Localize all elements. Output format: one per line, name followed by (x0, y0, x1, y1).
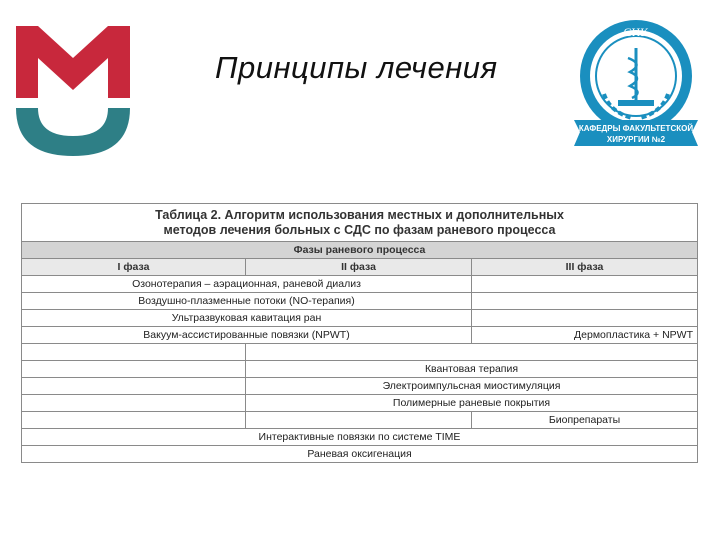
phase-header-row (22, 259, 698, 276)
cell-left: Воздушно-плазменные потоки (NO-терапия) (22, 293, 472, 310)
table-caption-line1: Таблица 2. Алгоритм использования местных и дополнительных (155, 207, 564, 222)
cell-right: Полимерные раневые покрытия (246, 395, 698, 412)
cell-left (22, 361, 246, 378)
table-row (22, 310, 698, 327)
cell-right (472, 276, 698, 293)
seal-top-text: СНК (623, 25, 649, 39)
cell-right (246, 344, 698, 361)
cell-right: Квантовая терапия (246, 361, 698, 378)
university-logo (8, 18, 138, 158)
cell-left (22, 344, 246, 361)
seal-ribbon-line2: ХИРУРГИИ №2 (606, 135, 666, 144)
logo-teal-mark (16, 108, 130, 156)
seal-ribbon-line1: КАФЕДРЫ ФАКУЛЬТЕТСКОЙ (578, 124, 694, 133)
cell-right: Биопрепараты (472, 412, 698, 429)
cell-left: Вакуум-ассистированные повязки (NPWT) (22, 327, 472, 344)
phase-3-header: III фаза (472, 259, 698, 276)
cell-left: Ультразвуковая кавитация ран (22, 310, 472, 327)
phase-1-header: I фаза (22, 259, 246, 276)
cell-mid (246, 412, 472, 429)
table-row (22, 361, 698, 378)
cell-center: Раневая оксигенация (22, 446, 698, 463)
table-caption-line2: методов лечения больных с СДС по фазам раневого процесса (163, 222, 556, 237)
group-header: Фазы раневого процесса (22, 242, 698, 259)
table-row (22, 446, 698, 463)
table-row (22, 429, 698, 446)
cell-left (22, 412, 246, 429)
table-row (22, 327, 698, 344)
cell-right (472, 310, 698, 327)
cell-center: Интерактивные повязки по системе TIME (22, 429, 698, 446)
cell-right: Электроимпульсная миостимуляция (246, 378, 698, 395)
table-caption-row (22, 204, 698, 242)
phase-2-header: II фаза (246, 259, 472, 276)
cell-left: Озонотерапия – аэрационная, раневой диализ (22, 276, 472, 293)
logo-red-mark (16, 26, 130, 98)
student-society-seal (570, 14, 702, 152)
table-row (22, 412, 698, 429)
treatment-algorithm-table (21, 203, 698, 463)
cell-right (472, 293, 698, 310)
group-header-row (22, 242, 698, 259)
cell-right: Дермопластика + NPWT (472, 327, 698, 344)
table-row (22, 344, 698, 361)
table-caption (22, 204, 698, 242)
slide-title: Принципы лечения (215, 50, 498, 85)
table-row (22, 378, 698, 395)
cell-left (22, 395, 246, 412)
cell-left (22, 378, 246, 395)
table-row (22, 293, 698, 310)
table-row (22, 395, 698, 412)
table-row (22, 276, 698, 293)
